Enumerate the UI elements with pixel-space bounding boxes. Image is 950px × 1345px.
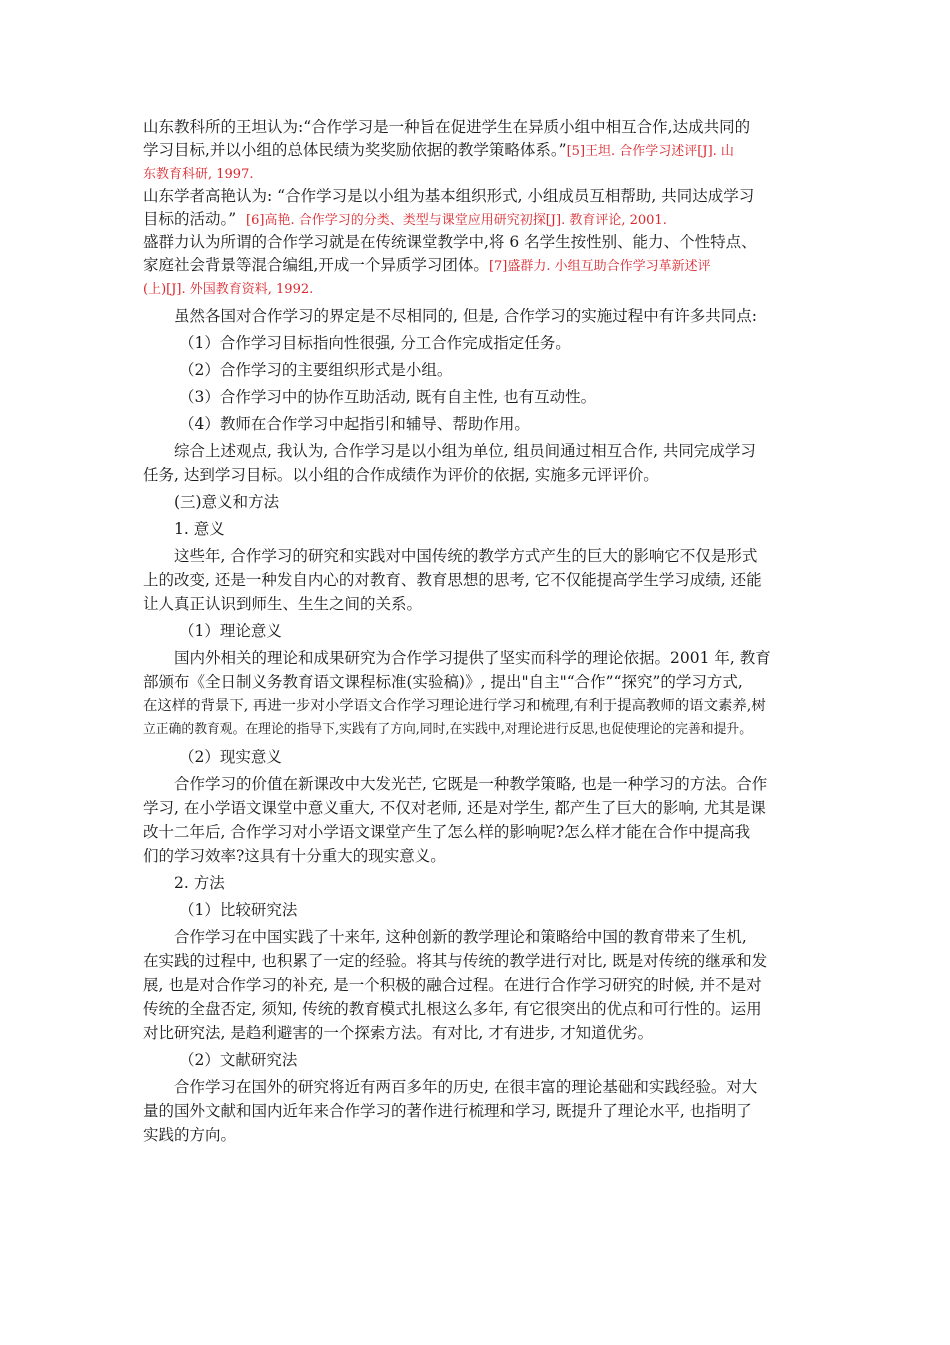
body-text: 学习目标,并以小组的总体民绩为奖奖励依据的教学策略体系。” [143, 141, 567, 159]
definition-sheng-line [143, 254, 811, 277]
definition-sheng-line [143, 231, 811, 254]
body-text: 目标的活动。” [143, 210, 237, 228]
common-point-item: （1）合作学习目标指向性很强, 分工合作完成指定任务。 [179, 334, 571, 352]
summary-line: 综合上述观点, 我认为, 合作学习是以小组为单位, 组员间通过相互合作, 共同完成学习 [174, 442, 756, 460]
literature-line: 合作学习在国外的研究将近有两百多年的历史, 在很丰富的理论基础和实践经验。对大 [174, 1078, 758, 1096]
citation: 东教育科研, 1997. [143, 167, 254, 182]
practice-line: 合作学习的价值在新课改中大发光芒, 它既是一种教学策略, 也是一种学习的方法。合作 [174, 775, 768, 793]
meaning-line: 这些年, 合作学习的研究和实践对中国传统的教学方式产生的巨大的影响它不仅是形式 [174, 547, 758, 565]
practice-line: 们的学习效率?这具有十分重大的现实意义。 [143, 847, 446, 865]
compare-line: 在实践的过程中, 也积累了一定的经验。将其与传统的教学进行对比, 既是对传统的继承和发 [143, 952, 768, 970]
citation: [7]盛群力. 小组互助合作学习革新述评 [488, 259, 711, 274]
subsection-heading: （2）现实意义 [179, 748, 282, 766]
compare-line: 对比研究法, 是趋利避害的一个探索方法。有对比, 才有进步, 才知道优劣。 [143, 1024, 654, 1042]
theory-line: 国内外相关的理论和成果研究为合作学习提供了坚实而科学的理论依据。2001 年, 教育 [174, 649, 771, 667]
common-points-intro: 虽然各国对合作学习的界定是不尽相同的, 但是, 合作学习的实施过程中有许多共同点: [174, 307, 757, 325]
definition-wang-line [143, 162, 811, 185]
practice-line: 改十二年后, 合作学习对小学语文课堂产生了怎么样的影响呢?怎么样才能在合作中提高我 [143, 823, 751, 841]
theory-line: 在这样的背景下, 再进一步对小学语文合作学习理论进行学习和梳理,有利于提高教师的语文素养,树 [143, 698, 766, 714]
common-point-item: （4）教师在合作学习中起指引和辅导、帮助作用。 [179, 415, 530, 433]
citation: [5]王坦. 合作学习述评[J]. 山 [566, 144, 734, 159]
body-text: 家庭社会背景等混合编组,开成一个异质学习团体。 [143, 256, 489, 274]
compare-line: 展, 也是对合作学习的补充, 是一个积极的融合过程。在进行合作学习研究的时候, 并不是对 [143, 976, 762, 994]
theory-line: 立正确的教育观。在理论的指导下,实践有了方向,同时,在实践中,对理论进行反思,也促使理论的完善和提升。 [143, 722, 752, 737]
meaning-line: 让人真正认识到师生、生生之间的关系。 [143, 595, 423, 613]
practice-line: 学习, 在小学语文课堂中意义重大, 不仅对老师, 还是对学生, 都产生了巨大的影响, 尤其是课 [143, 799, 766, 817]
meaning-line: 上的改变, 还是一种发自内心的对教育、教育思想的思考, 它不仅能提高学生学习成绩, 还能 [143, 571, 762, 589]
citation: (上)[J]. 外国教育资料, 1992. [143, 282, 314, 297]
subsection-heading: （1）比较研究法 [179, 901, 298, 919]
definition-wang-line [143, 116, 811, 139]
compare-line: 合作学习在中国实践了十来年, 这种创新的教学理论和策略给中国的教育带来了生机, [174, 928, 747, 946]
definition-wang-line [143, 139, 811, 162]
citation: [6]高艳. 合作学习的分类、类型与课堂应用研究初探[J]. 教育评论, 2001. [246, 213, 667, 228]
literature-line: 量的国外文献和国内近年来合作学习的著作进行梳理和学习, 既提升了理论水平, 也指明了 [143, 1102, 752, 1120]
summary-line: 任务, 达到学习目标。以小组的合作成绩作为评价的依据, 实施多元评评价。 [143, 466, 659, 484]
theory-line: 部颁布《全日制义务教育语文课程标准(实验稿)》, 提出"自主"“合作”“探究”的学习方式, [143, 673, 743, 691]
definition-gao-line [143, 208, 811, 231]
definition-gao-line [143, 185, 811, 208]
common-point-item: （2）合作学习的主要组织形式是小组。 [179, 361, 453, 379]
compare-line: 传统的全盘否定, 须知, 传统的教育模式扎根这么多年, 有它很突出的优点和可行性的。运用 [143, 1000, 762, 1018]
page-body [143, 116, 811, 1147]
subsection-heading: 1. 意义 [174, 520, 225, 538]
subsection-heading: （2）文献研究法 [179, 1051, 298, 1069]
literature-line: 实践的方向。 [143, 1126, 237, 1144]
body-text: 盛群力认为所谓的合作学习就是在传统课堂教学中,将 6 名学生按性别、能力、个性特点、 [143, 233, 757, 251]
common-point-item: （3）合作学习中的协作互助活动, 既有自主性, 也有互动性。 [179, 388, 597, 406]
body-text: 山东教科所的王坦认为:“合作学习是一种旨在促进学生在异质小组中相互合作,达成共同的 [143, 118, 751, 136]
subsection-heading: （1）理论意义 [179, 622, 282, 640]
body-text: 山东学者高艳认为: “合作学习是以小组为基本组织形式, 小组成员互相帮助, 共同达成学习 [143, 187, 755, 205]
definition-sheng-line [143, 277, 811, 300]
subsection-heading: 2. 方法 [174, 874, 225, 892]
section-heading: (三)意义和方法 [174, 493, 280, 511]
